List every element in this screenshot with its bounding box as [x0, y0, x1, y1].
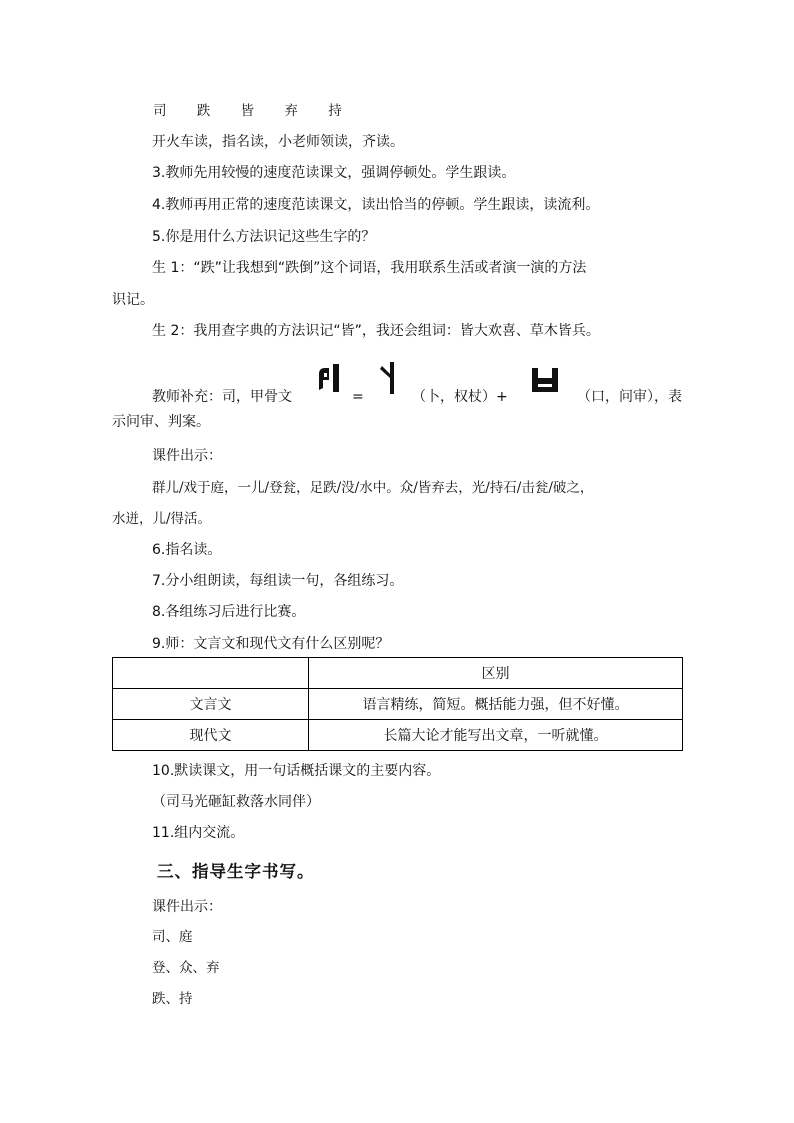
char-1: 司 [153, 103, 167, 119]
table-header-cell: 区别 [309, 658, 683, 689]
teacher-supplement-end: （口，问审），表 [577, 389, 682, 405]
reading-methods: 开火车读，指名读，小老师领读，齐读。 [152, 134, 404, 150]
comparison-table [112, 657, 683, 751]
classical-text-cont: 水迸，儿/得活。 [112, 511, 212, 527]
section-heading: 三、指导生字书写。 [157, 862, 315, 881]
oracle-bu-glyph [378, 360, 400, 396]
writing-chars-2: 登、众、弃 [152, 960, 220, 976]
step-8: 8.各组练习后进行比赛。 [152, 604, 306, 620]
table-cell: 文言文 [113, 689, 309, 720]
equal-sign: = [352, 389, 364, 405]
step-4: 4.教师再用正常的速度范读课文，读出恰当的停顿。学生跟读，读流利。 [152, 197, 600, 213]
table-header-row [113, 658, 683, 689]
table-cell: 语言精练，简短。概括能力强，但不好懂。 [309, 689, 683, 720]
step-3: 3.教师先用较慢的速度范读课文，强调停顿处。学生跟读。 [152, 165, 516, 181]
char-4: 弃 [284, 103, 298, 119]
teacher-supplement-mid: （卜，权杖）+ [412, 389, 508, 405]
table-header-cell [113, 658, 309, 689]
courseware-label: 课件出示： [152, 448, 222, 464]
table-row [113, 720, 683, 751]
writing-chars-3: 跌、持 [152, 991, 193, 1007]
table-row [113, 689, 683, 720]
summary-answer: （司马光砸缸救落水同伴） [152, 794, 320, 810]
character-row [153, 102, 368, 120]
student-2-answer: 生 2：我用查字典的方法识记“皆”，我还会组词：皆大欢喜、草木皆兵。 [152, 323, 600, 339]
char-2: 跌 [196, 103, 211, 119]
writing-chars-1: 司、庭 [152, 929, 193, 945]
char-3: 皆 [240, 103, 255, 119]
step-10: 10.默读课文，用一句话概括课文的主要内容。 [152, 763, 441, 779]
teacher-supplement-cont: 示问审、判案。 [112, 414, 210, 430]
step-6: 6.指名读。 [152, 542, 222, 558]
step-5: 5.你是用什么方法识记这些生字的？ [152, 229, 376, 245]
oracle-kou-glyph [530, 366, 560, 394]
classical-text: 群儿/戏于庭，一儿/登瓮，足跌/没/水中。众/皆弃去，光/持石/击瓮/破之， [152, 480, 594, 496]
step-7: 7.分小组朗读，每组读一句，各组练习。 [152, 573, 404, 589]
courseware-label-2: 课件出示： [152, 899, 222, 915]
student-1-answer: 生 1：“跌”让我想到“跌倒”这个词语，我用联系生活或者演一演的方法 [152, 260, 587, 276]
table-cell: 现代文 [113, 720, 309, 751]
oracle-si-glyph [315, 360, 341, 394]
student-1-answer-cont: 识记。 [112, 292, 154, 308]
teacher-supplement-prefix: 教师补充：司，甲骨文 [152, 389, 292, 405]
char-5: 持 [328, 103, 342, 119]
table-cell: 长篇大论才能写出文章，一听就懂。 [309, 720, 683, 751]
step-11: 11.组内交流。 [152, 825, 245, 841]
step-9: 9.师：文言文和现代文有什么区别呢？ [152, 636, 390, 652]
